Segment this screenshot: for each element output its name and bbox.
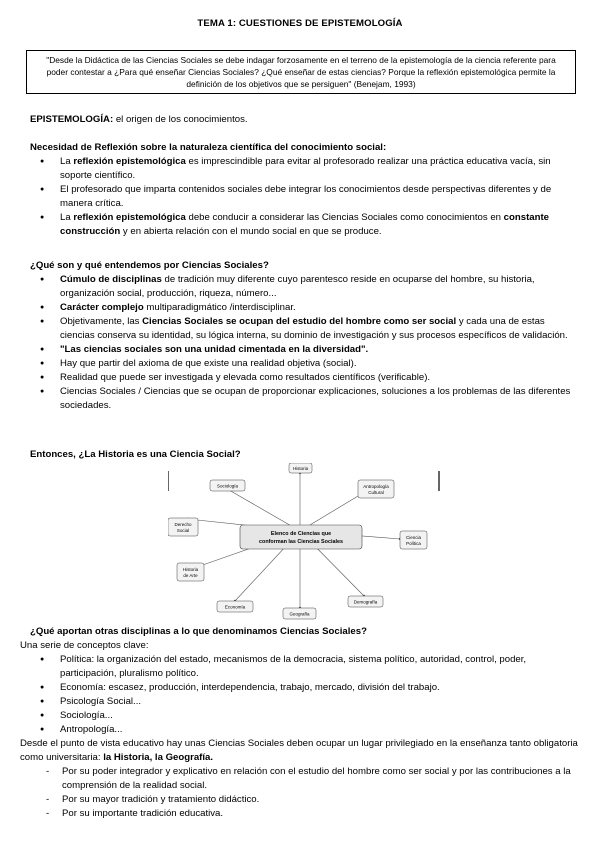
definition-line bbox=[30, 113, 578, 127]
list-item: ● Objetivamente, las Ciencias Sociales se ocupan del estudio del hombre como ser social y cada una de estas ciencias conserva su identidad, su lógica interna, su dominio de investigación y sus procesos específicos de validación. bbox=[30, 315, 578, 343]
diagram-node-sociologia bbox=[210, 480, 245, 491]
diagram-node-geografia bbox=[283, 608, 316, 619]
list-item: ● Sociología... bbox=[30, 709, 578, 723]
list-item: ● "Las ciencias sociales son una unidad cimentada en la diversidad". bbox=[30, 343, 578, 357]
section-intro: Una serie de conceptos clave: bbox=[20, 640, 149, 651]
definition-text: el origen de los conocimientos. bbox=[113, 114, 248, 125]
page-title: TEMA 1: CUESTIONES DE EPISTEMOLOGÍA bbox=[197, 18, 403, 29]
list-item: ● Psicología Social... bbox=[30, 695, 578, 709]
section-historia bbox=[30, 448, 578, 462]
diagram-node-economia bbox=[217, 601, 253, 612]
diagram-node-historia-arte bbox=[177, 563, 204, 581]
svg-text:conforman las Ciencias Sociale: conforman las Ciencias Sociales bbox=[259, 539, 343, 545]
svg-text:Antropología: Antropología bbox=[363, 484, 389, 489]
list-item: ● Cúmulo de disciplinas de tradición muy diferente cuyo parentesco reside en ocuparse del hombre, su historia, organización social, producción, riqueza, número... bbox=[30, 273, 578, 301]
diagram-node-historia bbox=[289, 463, 312, 473]
list-item: ● Hay que partir del axioma de que existe una realidad objetiva (social). bbox=[30, 357, 578, 371]
svg-text:Elenco de Ciencias que: Elenco de Ciencias que bbox=[270, 531, 332, 537]
bullet-list bbox=[30, 155, 578, 239]
section-heading: ¿Qué son y qué entendemos por Ciencias Sociales? bbox=[30, 260, 269, 271]
svg-text:Sociología: Sociología bbox=[216, 483, 239, 489]
list-item: ● Realidad que puede ser investigada y elevada como resultados científicos (verificable). bbox=[30, 371, 578, 385]
section-aportan bbox=[20, 625, 578, 821]
quote-box: "Desde la Didáctica de las Ciencias Sociales se debe indagar forzosamente en el terreno de la epistemología de la ciencia referente para poder contestar a ¿Para qué enseñar Ciencias Sociales? ¿Qué enseñar de estas ciencias? Porque la reflexión epistemológica permite la definición de los objetivos que se persiguen" (Benejam, 1993) bbox=[26, 50, 576, 94]
svg-text:Historia: Historia bbox=[292, 466, 309, 471]
diagram-center-node bbox=[240, 525, 362, 549]
section-paragraph: Desde el punto de vista educativo hay unas Ciencias Sociales deben ocupar un lugar privilegiado en la enseñanza tanto obligatoria como universitaria: la Historia, la Geografía. bbox=[20, 738, 578, 763]
svg-text:Demografía: Demografía bbox=[353, 599, 378, 605]
section-heading: Necesidad de Reflexión sobre la naturaleza científica del conocimiento social: bbox=[30, 142, 387, 153]
list-item: - Por su poder integrador y explicativo en relación con el estudio del hombre como ser social y por las contribuciones a la comprensión de la realidad social. bbox=[30, 765, 578, 793]
definition-term: EPISTEMOLOGÍA: bbox=[30, 114, 114, 125]
bullet-list bbox=[30, 273, 578, 413]
list-item: ● El profesorado que imparta contenidos sociales debe integrar los conocimientos desde perspectivas diferentes y de manera crítica. bbox=[30, 183, 578, 211]
list-item: - Por su importante tradición educativa. bbox=[30, 807, 578, 821]
svg-text:de Arte: de Arte bbox=[183, 573, 198, 578]
list-item: ● La reflexión epistemológica es imprescindible para evitar al profesorado realizar una práctica educativa vacía, sin soporte científico. bbox=[30, 155, 578, 183]
section-que-son bbox=[30, 259, 578, 413]
list-item: ● Política: la organización del estado, mecanismos de la democracia, sistema político, autoridad, control, poder, participación, pluralismo político. bbox=[30, 653, 578, 681]
svg-text:Cultural: Cultural bbox=[368, 490, 384, 495]
list-item: - Por su mayor tradición y tratamiento didáctico. bbox=[30, 793, 578, 807]
svg-text:Economía: Economía bbox=[224, 604, 246, 610]
diagram-node-demografia bbox=[348, 596, 383, 607]
diagram-node-antropologia bbox=[358, 480, 394, 498]
list-item: ● La reflexión epistemológica debe conducir a considerar las Ciencias Sociales como conocimientos en constante construcción y en abierta relación con el mundo social en que se produce. bbox=[30, 211, 578, 239]
svg-text:Derecho: Derecho bbox=[174, 522, 192, 527]
dash-list bbox=[30, 765, 578, 821]
svg-text:Ciencia: Ciencia bbox=[405, 535, 422, 540]
list-item: ● Economía: escasez, producción, interdependencia, trabajo, mercado, división del trabajo. bbox=[30, 681, 578, 695]
section-heading: ¿Qué aportan otras disciplinas a lo que denominamos Ciencias Sociales? bbox=[30, 626, 367, 637]
diagram-node-ciencia-politica bbox=[400, 531, 427, 549]
list-item: ● Carácter complejo multiparadigmático /interdisciplinar. bbox=[30, 301, 578, 315]
disciplines-diagram bbox=[168, 463, 440, 620]
diagram-node-derecho bbox=[168, 518, 198, 536]
section-heading: Entonces, ¿La Historia es una Ciencia Social? bbox=[30, 449, 241, 460]
list-item: ● Ciencias Sociales / Ciencias que se ocupan de proporcionar explicaciones, soluciones a los problemas de las diferentes sociedades. bbox=[30, 385, 578, 413]
svg-text:Política: Política bbox=[406, 541, 421, 546]
svg-text:Social: Social bbox=[176, 528, 190, 533]
svg-text:Geografía: Geografía bbox=[289, 611, 310, 617]
bullet-list bbox=[30, 653, 578, 737]
section-reflexion bbox=[30, 141, 578, 239]
svg-text:Historia: Historia bbox=[182, 567, 199, 572]
list-item: ● Antropología... bbox=[30, 723, 578, 737]
